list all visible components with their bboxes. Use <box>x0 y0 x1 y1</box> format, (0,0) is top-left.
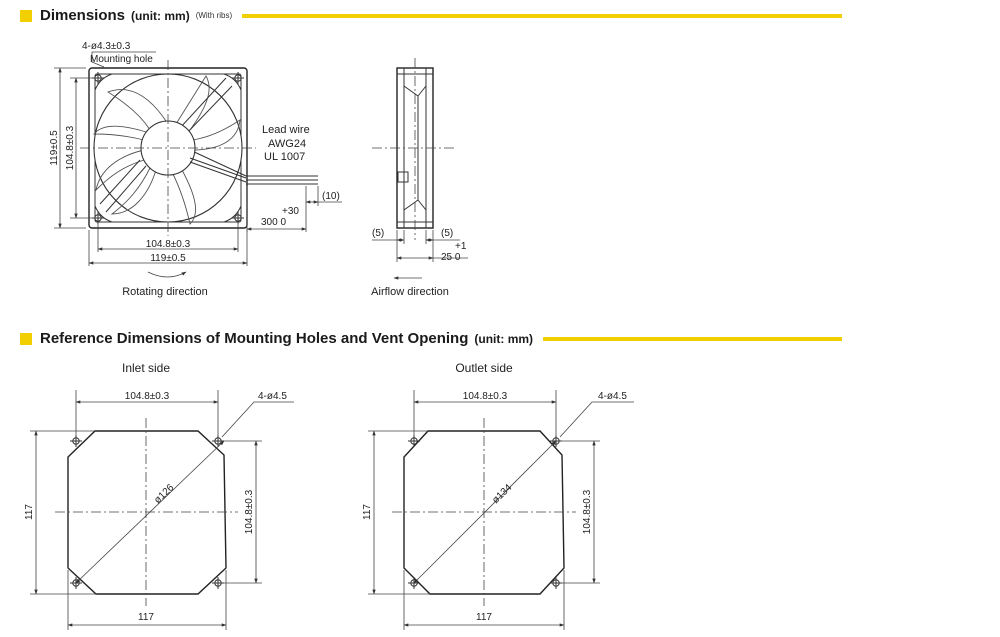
fan-hub <box>141 121 195 175</box>
lead-strip: (10) <box>322 191 340 202</box>
dimensions-unit: (unit: mm) <box>131 8 190 23</box>
dimensions-note: (With ribs) <box>195 11 233 20</box>
inlet-pitch-right: 104.8±0.3 <box>244 489 255 535</box>
inlet-vent-outline <box>68 431 226 594</box>
depth-tolerance: +1 <box>455 241 467 252</box>
outlet-diameter: ø134 <box>490 482 515 507</box>
outlet-hole-leader <box>560 402 634 437</box>
inlet-diameter: ø126 <box>152 482 177 507</box>
height-outer: 119±0.5 <box>49 130 60 166</box>
outlet-width: 117 <box>476 612 492 623</box>
reference-unit: (unit: mm) <box>474 331 534 346</box>
inlet-width: 117 <box>138 612 154 623</box>
outlet-view <box>362 361 634 630</box>
width-inner: 104.8±0.3 <box>145 239 191 250</box>
inlet-label: Inlet side <box>121 361 171 375</box>
rotating-direction: Rotating direction <box>122 286 208 298</box>
outlet-label: Outlet side <box>455 361 513 375</box>
outlet-pitch-top: 104.8±0.3 <box>462 391 508 402</box>
outlet-height: 117 <box>362 504 373 520</box>
reference-title: Reference Dimensions of Mounting Holes and Vent Opening <box>40 330 469 347</box>
depth: 25 0 <box>441 252 461 263</box>
outlet-hole-spec: 4-ø4.5 <box>598 391 627 402</box>
lead-wire-3: UL 1007 <box>264 151 306 163</box>
right-offset: (5) <box>441 228 454 239</box>
rotate-arrow-icon <box>148 272 186 277</box>
airflow-direction: Airflow direction <box>371 286 449 298</box>
dimensions-title: Dimensions <box>40 7 126 24</box>
outlet-pitch-right: 104.8±0.3 <box>582 489 593 535</box>
lead-wire-1: Lead wire <box>262 124 310 136</box>
width-outer: 119±0.5 <box>150 253 186 264</box>
inlet-height: 117 <box>24 504 35 520</box>
inlet-view <box>24 361 294 630</box>
inlet-hole-spec: 4-ø4.5 <box>258 391 287 402</box>
lead-wire-2: AWG24 <box>268 138 307 150</box>
left-offset: (5) <box>372 228 385 239</box>
wire-connector <box>398 172 408 182</box>
hole-label: Mounting hole <box>90 54 153 65</box>
hole-spec: 4-ø4.3±0.3 <box>82 41 131 52</box>
side-view <box>371 58 468 298</box>
lead-length: 300 0 <box>261 217 287 228</box>
inlet-hole-leader <box>222 402 294 437</box>
height-inner: 104.8±0.3 <box>65 125 76 171</box>
lead-tolerance: +30 <box>282 206 299 217</box>
inlet-pitch-top: 104.8±0.3 <box>124 391 170 402</box>
front-view <box>49 41 342 298</box>
